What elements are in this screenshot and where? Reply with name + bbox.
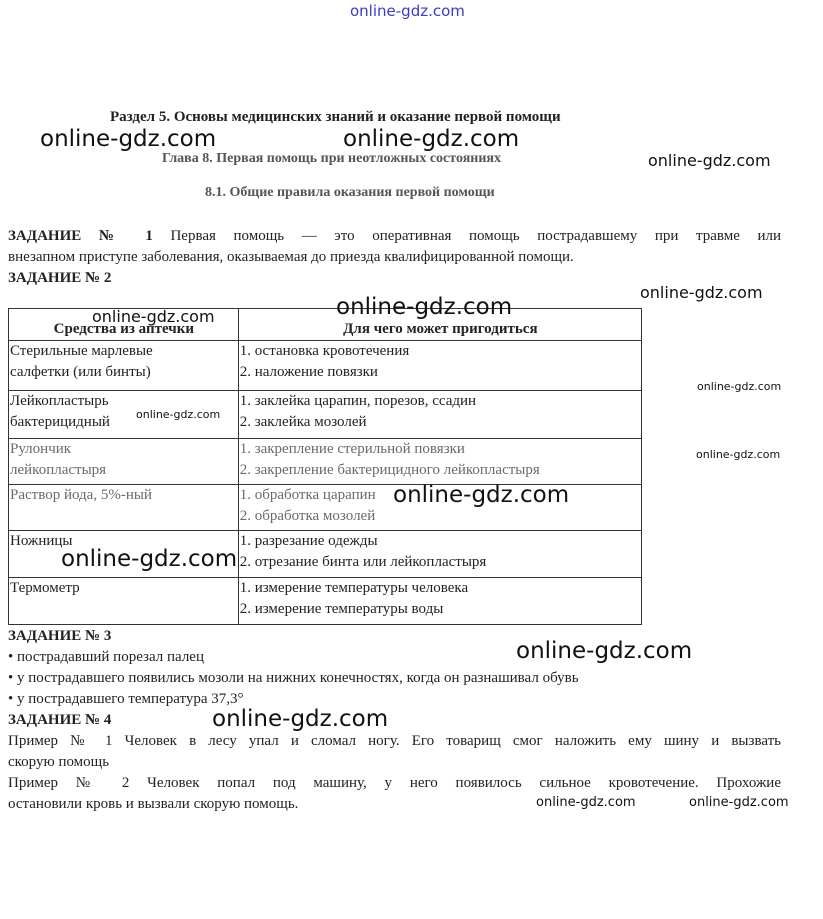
watermark: online-gdz.com xyxy=(92,307,215,326)
table-cell-uses: 1. остановка кровотечения 2. наложение повязки xyxy=(238,341,641,391)
table-cell-item: Раствор йода, 5%-ный xyxy=(9,485,239,531)
task4-label: ЗАДАНИЕ № 4 xyxy=(8,712,112,728)
task1-text-line2: внезапном приступе заболевания, оказываемая до приезда квалифицированной помощи. xyxy=(8,249,574,265)
task4-block xyxy=(8,710,781,815)
watermark: online-gdz.com xyxy=(689,795,789,810)
table-cell-uses: 1. заклейка царапин, порезов, ссадин 2. заклейка мозолей xyxy=(238,391,641,439)
table-cell-item: Ножницы xyxy=(9,531,239,578)
task4-example1-line2: скорую помощь xyxy=(8,754,110,770)
table-cell-uses: 1. разрезание одежды 2. отрезание бинта или лейкопластыря xyxy=(238,531,641,578)
task1-text-line1: Первая помощь — это оперативная помощь пострадавшему при травме или xyxy=(170,228,781,244)
list-item: • пострадавший порезал палец xyxy=(8,649,204,665)
watermark: online-gdz.com xyxy=(336,294,513,320)
watermark: online-gdz.com xyxy=(696,448,781,461)
table-row xyxy=(9,439,642,485)
table-cell-item: Стерильные марлевые салфетки (или бинты) xyxy=(9,341,239,391)
watermark: online-gdz.com xyxy=(343,126,520,152)
list-item: • у пострадавшего температура 37,3° xyxy=(8,691,244,707)
task1-label: ЗАДАНИЕ № 1 xyxy=(8,228,153,244)
watermark: online-gdz.com xyxy=(61,546,238,572)
table-row xyxy=(9,578,642,625)
task4-example2-line1: Пример № 2 Человек попал под машину, у него появилось сильное кровотечение. Прохожие xyxy=(8,775,781,791)
subsection-title: 8.1. Общие правила оказания первой помощи xyxy=(205,185,495,200)
table-cell-item: Термометр xyxy=(9,578,239,625)
watermark: online-gdz.com xyxy=(393,482,570,508)
task4-example1-line1: Пример № 1 Человек в лесу упал и сломал ногу. Его товарищ смог наложить ему шину и вызвать xyxy=(8,733,781,749)
watermark: online-gdz.com xyxy=(536,795,636,810)
watermark: online-gdz.com xyxy=(40,126,217,152)
first-aid-kit-table xyxy=(8,308,642,625)
task2-label: ЗАДАНИЕ № 2 xyxy=(8,270,112,286)
list-item: • у пострадавшего появились мозоли на нижних конечностях, когда он разнашивал обувь xyxy=(8,670,579,686)
watermark: online-gdz.com xyxy=(212,706,389,732)
header-site-link[interactable]: online-gdz.com xyxy=(350,2,465,20)
table-row xyxy=(9,341,642,391)
table-cell-item: Рулончик лейкопластыря xyxy=(9,439,239,485)
table-cell-item: Лейкопластырь бактерицидный xyxy=(9,391,239,439)
watermark: online-gdz.com xyxy=(516,638,693,664)
task4-example2-line2: остановили кровь и вызвали скорую помощь. xyxy=(8,796,299,812)
watermark: online-gdz.com xyxy=(697,380,782,393)
watermark: online-gdz.com xyxy=(648,151,771,170)
table-row xyxy=(9,391,642,439)
table-cell-uses: 1. обработка царапин 2. обработка мозолей xyxy=(238,485,641,531)
watermark: online-gdz.com xyxy=(640,283,763,302)
task1-paragraph xyxy=(8,226,781,289)
section-title: Раздел 5. Основы медицинских знаний и оказание первой помощи xyxy=(110,109,561,125)
table-cell-uses: 1. измерение температуры человека 2. измерение температуры воды xyxy=(238,578,641,625)
table-cell-uses: 1. закрепление стерильной повязки 2. закрепление бактерицидного лейкопластыря xyxy=(238,439,641,485)
chapter-title: Глава 8. Первая помощь при неотложных состояниях xyxy=(162,151,501,166)
table-header-cell: Для чего может пригодиться xyxy=(238,309,641,341)
task3-label: ЗАДАНИЕ № 3 xyxy=(8,628,112,644)
table-header-cell: Средства из аптечки xyxy=(9,309,239,341)
watermark: online-gdz.com xyxy=(136,408,221,421)
